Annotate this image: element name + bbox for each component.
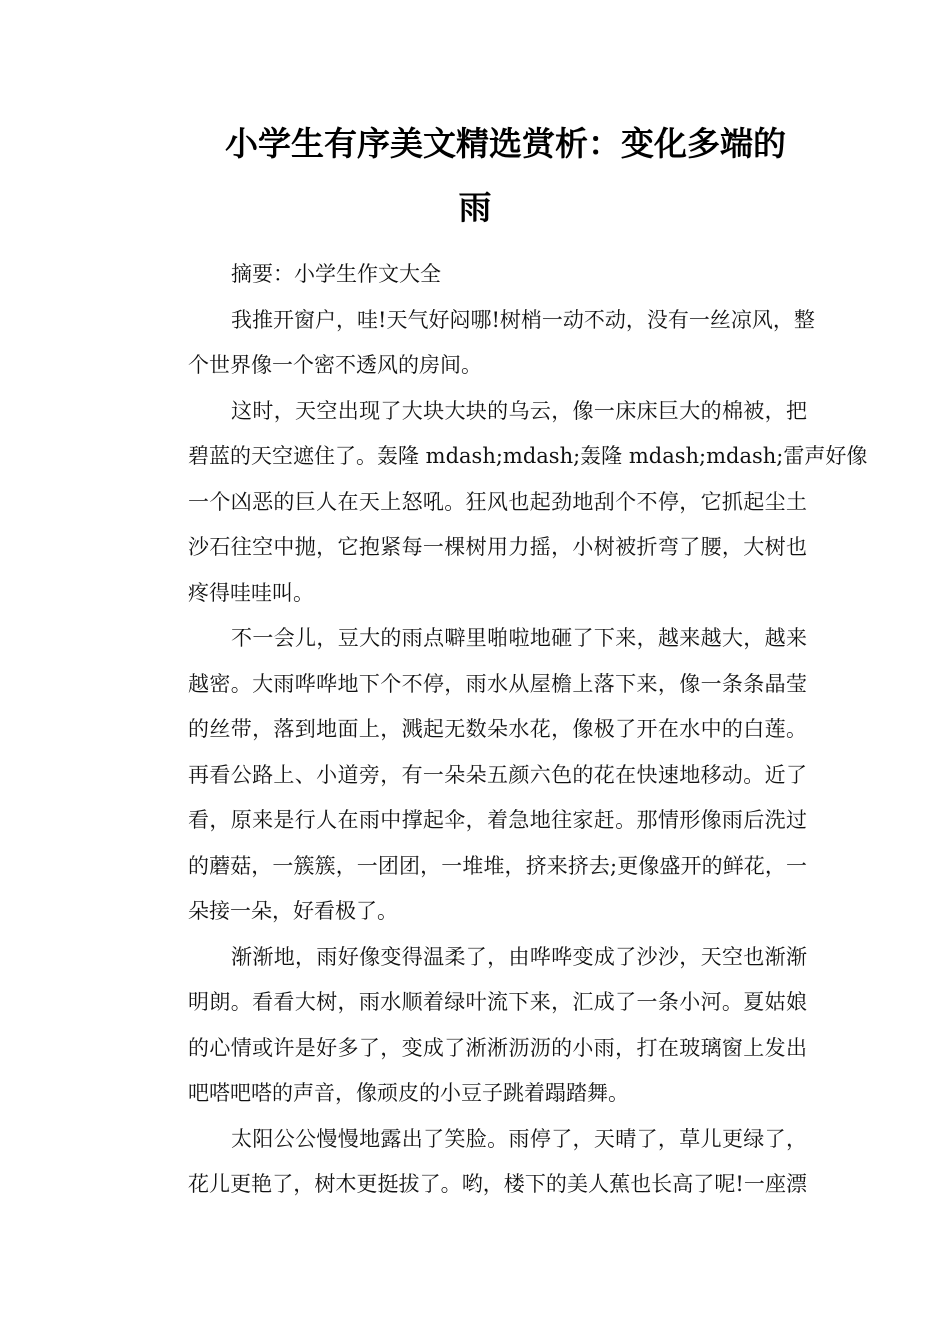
paragraph-4 [145, 935, 807, 1117]
text-line: 渐渐地，雨好像变得温柔了，由哗哗变成了沙沙，天空也渐渐 [231, 944, 807, 969]
text-line: 个世界像一个密不透风的房间。 [188, 353, 482, 377]
document-title [145, 112, 805, 240]
text-line: 吧嗒吧嗒的声音，像顽皮的小豆子跳着蹋踏舞。 [188, 1081, 629, 1105]
text-line: 太阳公公慢慢地露出了笑脸。雨停了，天晴了，草儿更绿了， [231, 1126, 807, 1151]
paragraph-5 [145, 1117, 807, 1208]
text-line: 我推开窗户，哇!天气好闷哪!树梢一动不动，没有一丝凉风，整 [231, 307, 815, 332]
text-line: 这时，天空出现了大块大块的乌云，像一床床巨大的棉被，把 [231, 398, 807, 423]
paragraph-3 [145, 616, 807, 935]
title-line-1: 小学生有序美文精选赏析：变化多端的 [225, 124, 786, 163]
text-line: 再看公路上、小道旁，有一朵朵五颜六色的花在快速地移动。近了 [188, 762, 807, 787]
text-line: 碧蓝的天空遮住了。轰隆 mdash;mdash;轰隆 mdash;mdash;雷声好像 [188, 444, 868, 468]
paragraph-2 [145, 389, 868, 617]
paragraph-1 [145, 298, 815, 389]
text-line: 朵接一朵，好看极了。 [188, 899, 398, 923]
text-line: 看，原来是行人在雨中撑起伞，着急地往家赶。那情形像雨后洗过 [188, 808, 807, 832]
text-line: 沙石往空中抛，它抱紧每一棵树用力摇，小树被折弯了腰，大树也 [188, 535, 807, 559]
text-line: 疼得哇哇叫。 [188, 580, 314, 605]
abstract-paragraph [145, 252, 807, 298]
text-line: 的心情或许是好多了，变成了淅淅沥沥的小雨，打在玻璃窗上发出 [188, 1035, 807, 1060]
text-line: 越密。大雨哗哗地下个不停，雨水从屋檐上落下来，像一条条晶莹 [188, 671, 807, 696]
text-line: 不一会儿，豆大的雨点噼里啪啦地砸了下来，越来越大，越来 [231, 626, 807, 650]
text-line: 明朗。看看大树，雨水顺着绿叶流下来，汇成了一条小河。夏姑娘 [188, 990, 807, 1014]
text-line: 的蘑菇，一簇簇，一团团，一堆堆，挤来挤去;更像盛开的鲜花，一 [188, 853, 807, 878]
text-line: 一个凶恶的巨人在天上怒吼。狂风也起劲地刮个不停，它抓起尘土 [188, 489, 807, 514]
document-body [145, 252, 868, 1208]
text-line: 的丝带，落到地面上，溅起无数朵水花，像极了开在水中的白莲。 [188, 717, 807, 741]
title-line-2: 雨 [458, 188, 492, 227]
text-line: 摘要：小学生作文大全 [231, 262, 441, 286]
text-line: 花儿更艳了，树木更挺拔了。哟，楼下的美人蕉也长高了呢!一座漂 [188, 1172, 807, 1196]
